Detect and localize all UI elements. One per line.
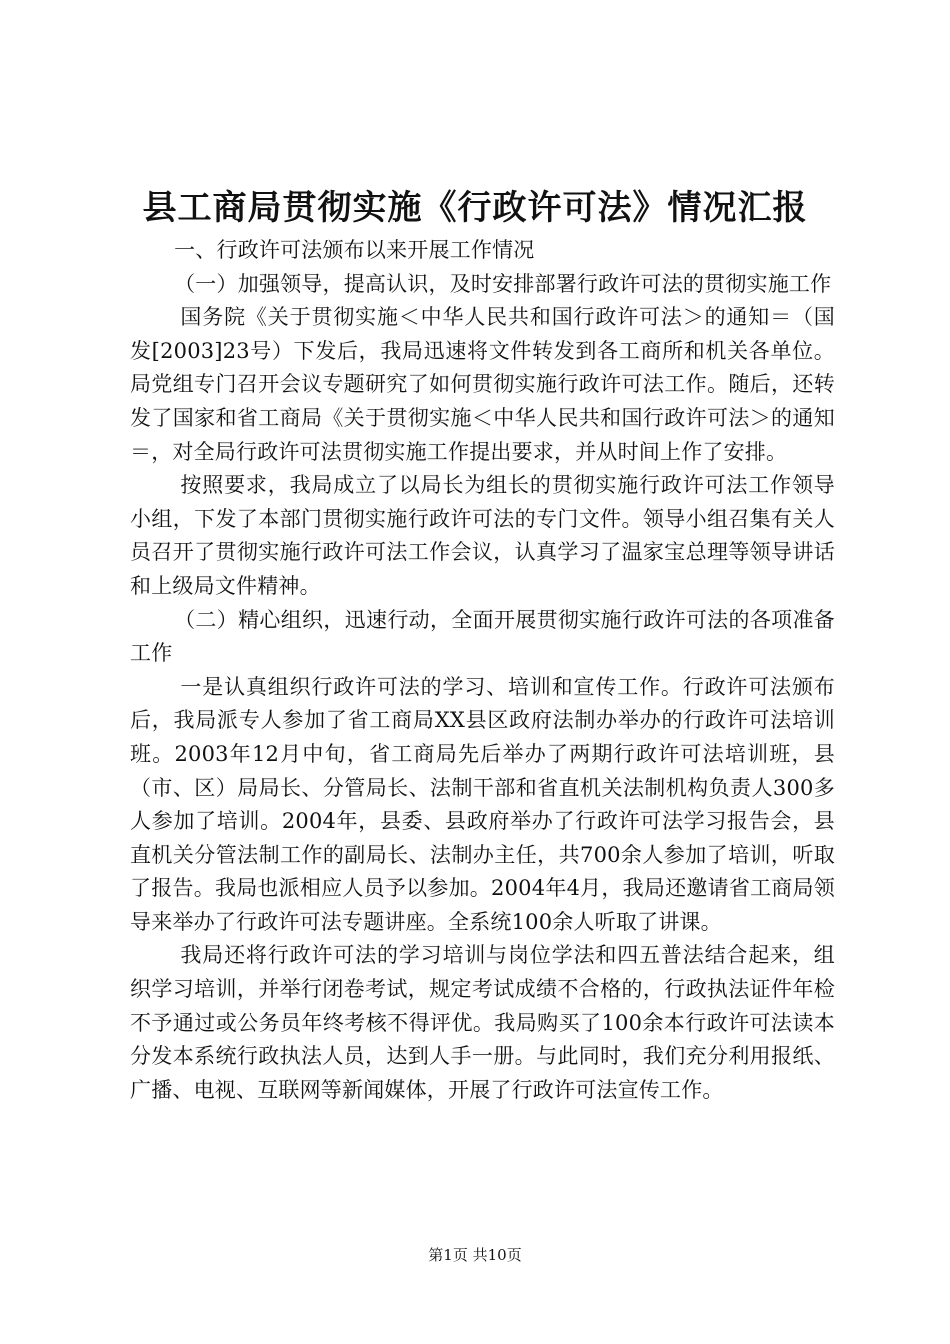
subsection-heading-2: （二）精心组织，迅速行动，全面开展贯彻实施行政许可法的各项准备工作 bbox=[130, 607, 835, 666]
body-paragraph-2: 按照要求，我局成立了以局长为组长的贯彻实施行政许可法工作领导小组，下发了本部门贯彻实施行政许可法的专门文件。领导小组召集有关人员召开了贯彻实施行政许可法工作会议，认真学习了温家宝总理等领导讲话和上级局文件精神。 bbox=[130, 473, 835, 598]
page-footer: 第1页 共10页 bbox=[428, 1246, 522, 1264]
body-paragraph-1: 国务院《关于贯彻实施＜中华人民共和国行政许可法＞的通知＝（国发[2003]23号）下发后，我局迅速将文件转发到各工商所和机关各单位。局党组专门召开会议专题研究了如何贯彻实施行政许可法工作。随后，还转发了国家和省工商局《关于贯彻实施＜中华人民共和国行政许可法＞的通知＝，对全局行政许可法贯彻实施工作提出要求，并从时间上作了安排。 bbox=[130, 305, 835, 464]
section-heading-1: 一、行政许可法颁布以来开展工作情况 bbox=[174, 238, 535, 262]
body-paragraph-3: 一是认真组织行政许可法的学习、培训和宣传工作。行政许可法颁布后，我局派专人参加了省工商局XX县区政府法制办举办的行政许可法培训班。2003年12月中旬，省工商局先后举办了两期行政许可法培训班，县（市、区）局局长、分管局长、法制干部和省直机关法制机构负责人300多人参加了培训。2004年，县委、县政府举办了行政许可法学习报告会，县直机关分管法制工作的副局长、法制办主任，共700余人参加了培训，听取了报告。我局也派相应人员予以参加。2004年4月，我局还邀请省工商局领导来举办了行政许可法专题讲座。全系统100余人听取了讲课。 bbox=[130, 674, 835, 934]
subsection-heading-1: （一）加强领导，提高认识，及时安排部署行政许可法的贯彻实施工作 bbox=[174, 271, 832, 296]
body-paragraph-4: 我局还将行政许可法的学习培训与岗位学法和四五普法结合起来，组织学习培训，并举行闭卷考试，规定考试成绩不合格的，行政执法证件年检不予通过或公务员年终考核不得评优。我局购买了100余本行政许可法读本分发本系统行政执法人员，达到人手一册。与此同时，我们充分利用报纸、广播、电视、互联网等新闻媒体，开展了行政许可法宣传工作。 bbox=[130, 943, 835, 1102]
document-body bbox=[130, 234, 835, 1107]
document-title: 县工商局贯彻实施《行政许可法》情况汇报 bbox=[142, 188, 808, 228]
